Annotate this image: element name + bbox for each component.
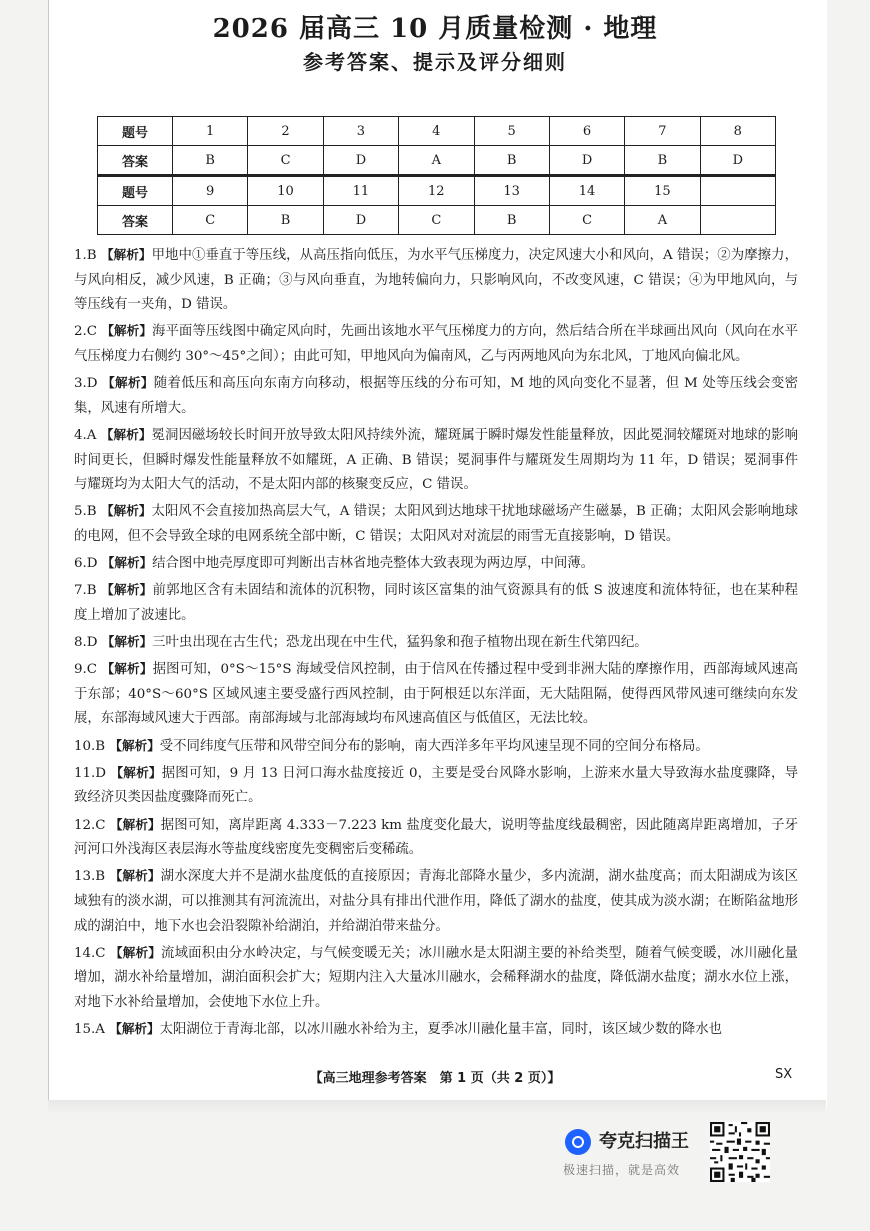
analysis-tag: 【解析】 [101,634,153,650]
item-text: 据图可知，0°S～15°S 海域受信风控制，由于信风在传播过程中受到非洲大陆的摩擦作用，西部海域风速高于东部；40°S～60°S 区域风速主要受盛行西风控制，由于阿根廷以东洋面，无大陆阻隔，使得西风带风速可继续向东发展，东部海域风速大于西部。南部海域与北部海域均布风速高值区与低值区，无法比较。 [74,662,798,727]
item-text: 随着低压和高压向东南方向移动，根据等压线的分布可知，M 地的风向变化不显著，但 M 处等压线会变密集，风速有所增大。 [74,376,798,416]
table-row [98,176,776,206]
item-number: 10.B [74,738,106,754]
answer-cell: C [399,206,474,235]
qr-code-icon [710,1122,770,1182]
question-number: 5 [474,117,549,146]
item-number: 15.A [74,1022,105,1038]
question-number: 14 [549,176,624,206]
quark-logo-icon [565,1129,591,1155]
question-number: 7 [625,117,700,146]
item-number: 6.D [74,556,98,572]
question-number: 10 [248,176,323,206]
item-number: 3.D [74,376,98,392]
table-row [98,117,776,146]
answer-cell [700,206,775,235]
item-text: 前郭地区含有未固结和流体的沉积物，同时该区富集的油气资源具有的低 S 波速度和流体特征，也在某种程度上增加了波速比。 [74,583,799,623]
explanation-item [74,864,798,939]
item-text: 三叶虫出现在古生代；恐龙出现在中生代，猛犸象和孢子植物出现在新生代第四纪。 [152,635,648,651]
explanation-item [74,551,798,577]
item-text: 甲地中①垂直于等压线，从高压指向低压，为水平气压梯度力，决定风速大小和风向，A 错误；②为摩擦力，与风向相反，减少风速，B 正确；③与风向垂直，为地转偏向力，只影响风向，不改变风速，C 错误；④为甲地风向，与等压线有一夹角，D 错误。 [74,248,798,313]
row-header-question: 题号 [98,176,173,206]
question-number: 4 [399,117,474,146]
explanation-item [74,319,798,369]
analysis-tag: 【解析】 [102,375,154,391]
analysis-tag: 【解析】 [100,503,152,519]
explanation-item [74,371,798,421]
analysis-tag: 【解析】 [101,582,153,598]
answer-cell: B [474,206,549,235]
answer-cell: A [625,206,700,235]
page-edge-shadow [48,1100,826,1114]
item-number: 11.D [74,765,107,781]
question-number [700,176,775,206]
footer-code: SX [775,1067,793,1082]
explanation-item [74,761,798,811]
question-number: 9 [173,176,248,206]
item-number: 7.B [74,583,97,599]
analysis-tag: 【解析】 [101,323,153,339]
table-row [98,206,776,235]
watermark-app-name: 夸克扫描王 [599,1131,689,1152]
answer-cell: B [625,146,700,176]
item-text: 冕洞因磁场较长时间开放导致太阳风持续外流，耀斑属于瞬时爆发性能量释放，因此冕洞较耀斑对地球的影响时间更长，但瞬时爆发性能量释放不如耀斑，A 正确、B 错误；冕洞事件与耀斑发生周期均为 11 年，D 错误；冕洞事件与耀斑均为太阳大气的活动，不是太阳内部的核聚变反应，C 错误。 [74,427,799,493]
row-header-question: 题号 [98,117,173,146]
answer-cell: D [323,146,398,176]
answer-cell: D [323,206,398,235]
analysis-tag: 【解析】 [101,661,153,677]
item-number: 13.B [74,869,106,885]
question-number: 3 [323,117,398,146]
question-number: 13 [474,176,549,206]
item-text: 太阳湖位于青海北部，以冰川融水补给为主，夏季冰川融化量丰富，同时，该区域少数的降水也 [159,1022,723,1038]
answer-cell: D [549,146,624,176]
item-number: 8.D [74,635,98,651]
answer-cell: C [248,146,323,176]
page-title: 2026 届高三 10 月质量检测 · 地理 [212,14,658,44]
page-footer: 【高三地理参考答案 第 1 页（共 2 页）】 [309,1071,561,1086]
question-number: 8 [700,117,775,146]
answer-cell: B [248,206,323,235]
item-number: 12.C [74,817,106,833]
question-number: 6 [549,117,624,146]
item-text: 结合图中地壳厚度即可判断出吉林省地壳整体大致表现为两边厚，中间薄。 [152,556,595,572]
analysis-tag: 【解析】 [109,944,162,960]
question-number: 11 [323,176,398,206]
question-number: 1 [173,117,248,146]
row-header-answer: 答案 [98,206,173,235]
watermark-slogan: 极速扫描，就是高效 [563,1163,681,1177]
analysis-tag: 【解析】 [109,737,160,753]
item-number: 14.C [74,945,106,961]
answer-cell: C [549,206,624,235]
row-header-answer: 答案 [98,146,173,176]
explanation-item [74,941,798,1016]
item-number: 4.A [74,427,97,443]
explanation-list [74,243,798,1044]
answer-cell: B [173,146,248,176]
item-text: 海平面等压线图中确定风向时，先画出该地水平气压梯度力的方向，然后结合所在半球画出风向（风向在水平气压梯度力右侧约 30°～45°之间）；由此可知，甲地风向为偏南风，乙与丙两地风向为东北风，丁地风向偏北风。 [74,324,798,364]
item-number: 1.B [74,248,97,263]
answer-cell: C [173,206,248,235]
analysis-tag: 【解析】 [109,868,161,884]
question-number: 12 [399,176,474,206]
analysis-tag: 【解析】 [110,764,162,780]
explanation-item [74,657,798,732]
item-number: 2.C [74,324,98,340]
analysis-tag: 【解析】 [100,247,152,262]
explanation-item [74,1017,798,1043]
explanation-item [74,578,798,628]
item-text: 据图可知，9 月 13 日河口海水盐度接近 0，主要是受台风降水影响，上游来水量大导致海水盐度骤降，导致经济贝类因盐度骤降而死亡。 [74,765,799,806]
explanation-item [74,499,798,549]
answer-cell: D [700,146,775,176]
question-number: 2 [248,117,323,146]
explanation-item [74,734,798,760]
answer-table [97,116,776,235]
explanation-item [74,813,798,863]
question-number: 15 [625,176,700,206]
explanation-item [74,630,798,656]
item-text: 湖水深度大并不是湖水盐度低的直接原因；青海北部降水量少，多内流湖，湖水盐度高；而太阳湖成为该区域独有的淡水湖，可以推测其有河流流出，对盐分具有排出代泄作用，降低了湖水的盐度，使其成为淡水湖；在断陷盆地形成的湖泊中，地下水也会沿裂隙补给湖泊，并给湖泊带来盐分。 [74,869,799,934]
item-text: 受不同纬度气压带和风带空间分布的影响，南大西洋多年平均风速呈现不同的空间分布格局。 [159,738,709,754]
item-text: 流域面积由分水岭决定，与气候变暖无关；冰川融水是太阳湖主要的补给类型，随着气候变暖，冰川融化量增加，湖水补给量增加，湖泊面积会扩大；短期内注入大量冰川融水，会稀释湖水的盐度，降低湖水盐度；湖水水位上涨，对地下水补给量增加，会使地下水位上升。 [74,945,799,1010]
explanation-item [74,423,798,498]
analysis-tag: 【解析】 [100,426,152,442]
item-text: 据图可知，离岸距离 4.333－7.223 km 盐度变化最大，说明等盐度线最稠密，因此随离岸距离增加，子牙河河口外浅海区表层海水等盐度线密度先变稠密后变稀疏。 [74,817,798,858]
table-row [98,146,776,176]
explanation-item [74,243,798,318]
analysis-tag: 【解析】 [109,816,161,832]
item-number: 9.C [74,662,98,678]
item-number: 5.B [74,504,97,520]
item-text: 太阳风不会直接加热高层大气，A 错误；太阳风到达地球干扰地球磁场产生磁暴，B 正确；太阳风会影响地球的电网，但不会导致全球的电网系统全部中断，C 错误；太阳风对对流层的雨雪无直接影响，D 错误。 [74,504,798,544]
analysis-tag: 【解析】 [109,1021,160,1037]
page-subtitle: 参考答案、提示及评分细则 [303,50,567,74]
analysis-tag: 【解析】 [101,555,153,571]
answer-cell: A [399,146,474,176]
answer-cell: B [474,146,549,176]
